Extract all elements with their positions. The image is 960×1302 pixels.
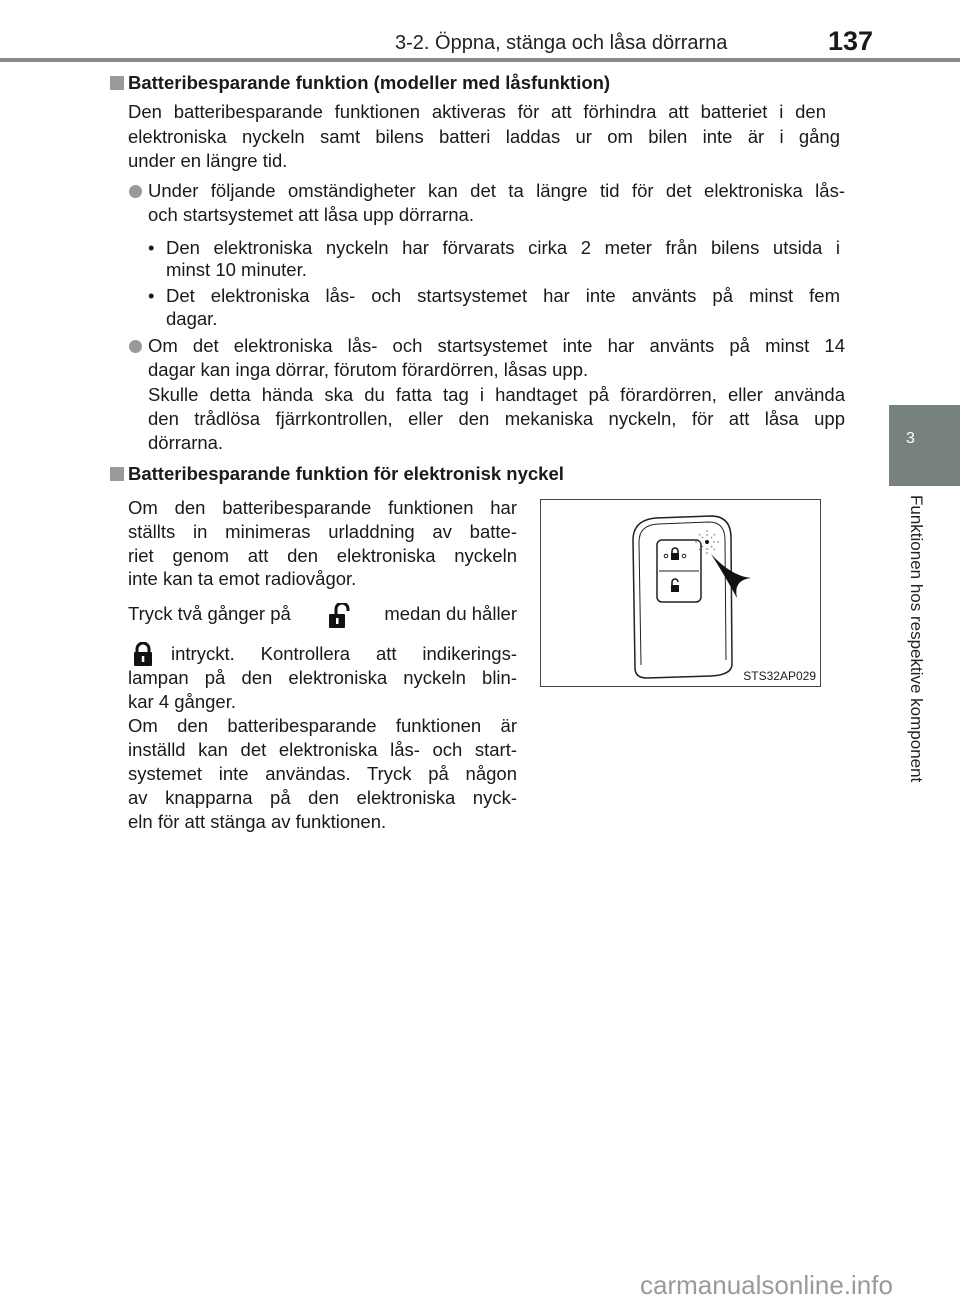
text-line: Om den batteribesparande funktionen har — [128, 497, 517, 518]
text-line: dagar kan inga dörrar, förutom förardörren, låsas upp. — [148, 359, 589, 380]
page-number: 137 — [828, 26, 874, 56]
section-title: 3-2. Öppna, stänga och låsa dörrarna — [395, 32, 728, 54]
text-line: Om det elektroniska lås- och startsystemet inte har använts på minst 14 — [148, 335, 845, 356]
heading-square-icon — [110, 467, 124, 481]
chapter-title: Funktionen hos respektive komponent — [907, 495, 926, 783]
text-line: eln för att stänga av funktionen. — [128, 811, 387, 832]
bullet-icon — [129, 340, 142, 353]
bullet-icon — [129, 185, 142, 198]
text-line: Den batteribesparande funktionen aktiveras för att förhindra att batteriet i den — [128, 101, 826, 122]
text-line: den trådlösa fjärrkontrollen, eller den mekaniska nyckeln, för att låsa upp — [148, 408, 845, 429]
text-line: inställd kan det elektroniska lås- och start- — [128, 739, 517, 760]
text-line: Det elektroniska lås- och startsystemet har inte använts på minst fem — [166, 285, 840, 306]
lock-icon — [132, 642, 154, 666]
text-line: elektroniska nyckeln samt bilens batteri laddas ur om bilen inte är i gång — [128, 126, 840, 147]
text-line: Om den batteribesparande funktionen är — [128, 715, 517, 736]
watermark: carmanualsonline.info — [640, 1270, 893, 1300]
chapter-tab — [889, 405, 960, 486]
text-line: ställts in minimeras urladdning av batte- — [128, 521, 517, 542]
key-fob-figure — [540, 499, 821, 687]
text-line: och startsystemet att låsa upp dörrarna. — [148, 204, 474, 225]
chapter-number: 3 — [906, 430, 915, 447]
text-line: under en längre tid. — [128, 150, 288, 171]
sub-bullet-icon: • — [148, 285, 155, 306]
heading: Batteribesparande funktion för elektronisk nyckel — [128, 463, 564, 484]
unlock-icon — [328, 603, 350, 629]
text-line: Skulle detta hända ska du fatta tag i handtaget på förardörren, eller använda — [148, 384, 845, 405]
text-line: riet genom att den elektroniska nyckeln — [128, 545, 517, 566]
text-line: intryckt. Kontrollera att indikerings- — [171, 643, 517, 664]
text-line: systemet inte användas. Tryck på någon — [128, 763, 517, 784]
text-line: inte kan ta emot radiovågor. — [128, 568, 357, 589]
text-line: Den elektroniska nyckeln har förvarats cirka 2 meter från bilens utsida i — [166, 237, 840, 258]
text-line: dörrarna. — [148, 432, 224, 453]
heading-square-icon — [110, 76, 124, 90]
header-rule — [0, 58, 960, 62]
heading: Batteribesparande funktion (modeller med låsfunktion) — [128, 72, 611, 93]
figure-code: STS32AP029 — [743, 669, 816, 683]
text-line: Tryck två gånger på — [128, 603, 291, 624]
text-line: av knapparna på den elektroniska nyck- — [128, 787, 517, 808]
text-line: medan du håller — [384, 603, 517, 624]
text-line: minst 10 minuter. — [166, 259, 307, 280]
text-line: Under följande omständigheter kan det ta längre tid för det elektroniska lås- — [148, 180, 845, 201]
text-line: kar 4 gånger. — [128, 691, 236, 712]
text-line: dagar. — [166, 308, 218, 329]
text-line: lampan på den elektroniska nyckeln blin- — [128, 667, 517, 688]
sub-bullet-icon: • — [148, 237, 155, 258]
key-fob-illustration — [541, 500, 820, 686]
